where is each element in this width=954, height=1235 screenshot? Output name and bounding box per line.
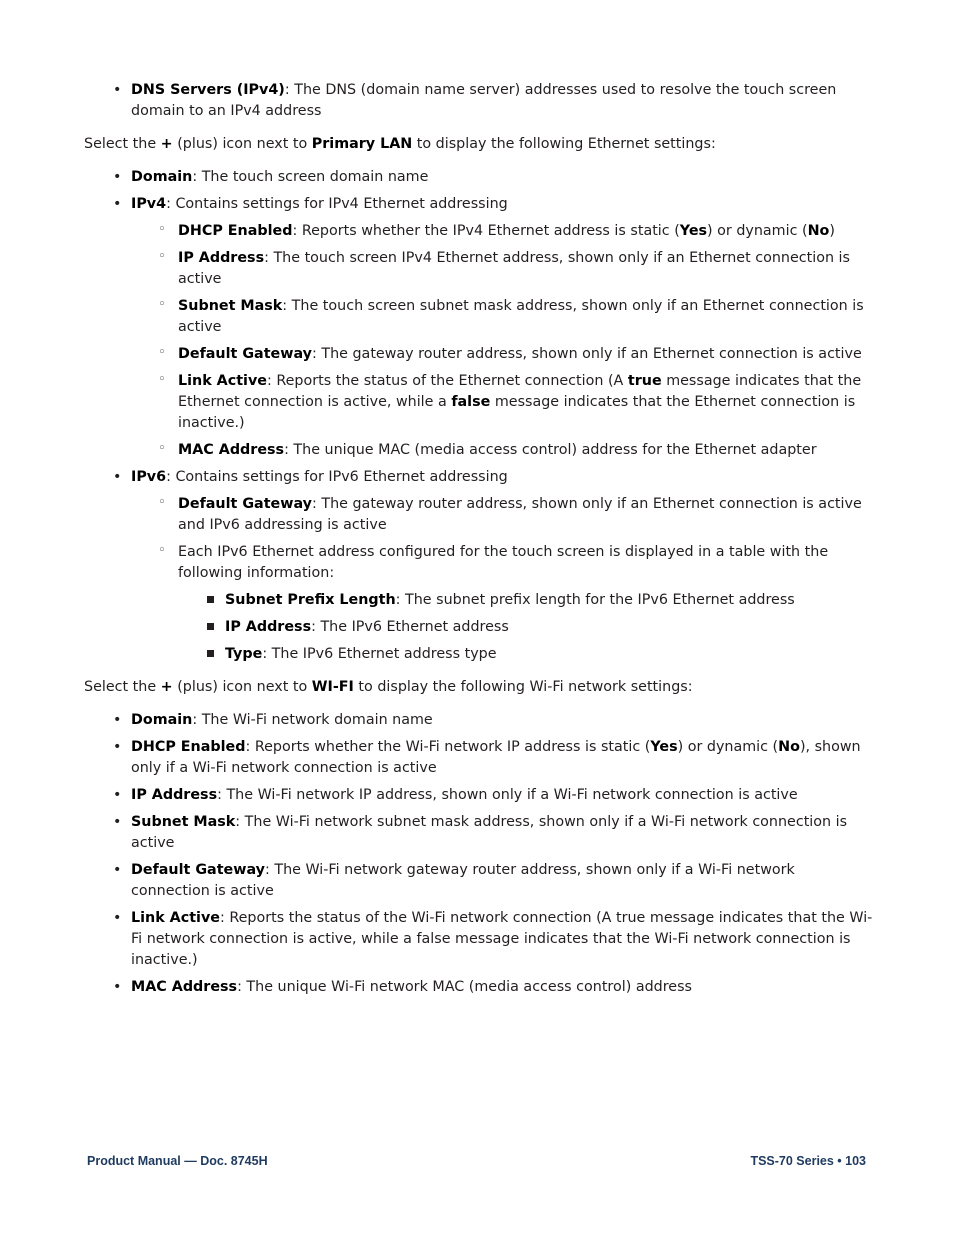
list-item: ◦ Default Gateway: The gateway router address, shown only if an Ethernet connection is active and IPv6 addressing is active	[131, 494, 874, 536]
list-item: • Domain: The Wi-Fi network domain name	[84, 710, 874, 731]
footer-doc-title: Product Manual — Doc. 8745H	[87, 1154, 268, 1168]
list-item: • IP Address: The Wi-Fi network IP address, shown only if a Wi-Fi network connection is active	[84, 785, 874, 806]
primary-lan-paragraph: Select the + (plus) icon next to Primary LAN to display the following Ethernet settings:	[84, 136, 716, 152]
list-item: • IPv4: Contains settings for IPv4 Ethernet addressing ◦ DHCP Enabled: Reports whether the IPv4 Ethernet address is static (Yes) or dynamic (No) ◦ IP Address: The touch screen IPv4 Ethernet address, shown only if an Ethernet connection is active ◦ Subnet Mask: The touch screen subnet mask address, shown only if an Ethernet connection is active ◦ Default Gateway: The gateway router address, shown only if an Ethernet connection is active ◦ Link Active: Reports the status of the Ethernet connection (A true message indicates that the Ethernet connection is active, while a false message indicates that the Ethernet connection is inactive.) ◦ MAC Address: The unique MAC (media access control) address for the Ethernet adapter	[84, 194, 874, 461]
wifi-settings-list	[84, 710, 874, 998]
list-item: • Default Gateway: The Wi-Fi network gateway router address, shown only if a Wi-Fi network connection is active	[84, 860, 874, 902]
list-item: ◦ IP Address: The touch screen IPv4 Ethernet address, shown only if an Ethernet connection is active	[131, 248, 874, 290]
list-item: • Domain: The touch screen domain name	[84, 167, 874, 188]
list-item: • MAC Address: The unique Wi-Fi network MAC (media access control) address	[84, 977, 874, 998]
list-item: • IPv6: Contains settings for IPv6 Ethernet addressing ◦ Default Gateway: The gateway router address, shown only if an Ethernet connection is active and IPv6 addressing is active ◦ Each IPv6 Ethernet address configured for the touch screen is displayed in a table with the following information: Subnet Prefix Length: The subnet prefix length for the IPv6 Ethernet address IP Address: The IPv6 Ethernet address Type: The IPv6 Ethernet address type	[84, 467, 874, 665]
ethernet-settings-list	[84, 167, 874, 665]
list-item: IP Address: The IPv6 Ethernet address	[178, 617, 874, 638]
list-item: Type: The IPv6 Ethernet address type	[178, 644, 874, 665]
list-item: ◦ MAC Address: The unique MAC (media access control) address for the Ethernet adapter	[131, 440, 874, 461]
wifi-paragraph: Select the + (plus) icon next to WI-FI to display the following Wi-Fi network settings:	[84, 679, 693, 695]
dns-list	[84, 80, 874, 122]
list-item: ◦ Subnet Mask: The touch screen subnet mask address, shown only if an Ethernet connection is active	[131, 296, 874, 338]
footer-page-number: TSS-70 Series • 103	[750, 1154, 866, 1168]
ipv6-sublist	[131, 494, 874, 665]
list-item: • Subnet Mask: The Wi-Fi network subnet mask address, shown only if a Wi-Fi network connection is active	[84, 812, 874, 854]
list-item: • DHCP Enabled: Reports whether the Wi-Fi network IP address is static (Yes) or dynamic (No), shown only if a Wi-Fi network connection is active	[84, 737, 874, 779]
list-item: • DNS Servers (IPv4): The DNS (domain name server) addresses used to resolve the touch screen domain to an IPv4 address	[84, 80, 874, 122]
ipv4-sublist	[131, 221, 874, 461]
document-body	[84, 80, 874, 1004]
list-item: ◦ DHCP Enabled: Reports whether the IPv4 Ethernet address is static (Yes) or dynamic (No)	[131, 221, 874, 242]
list-item: Subnet Prefix Length: The subnet prefix length for the IPv6 Ethernet address	[178, 590, 874, 611]
list-item: ◦ Default Gateway: The gateway router address, shown only if an Ethernet connection is active	[131, 344, 874, 365]
list-item: ◦ Each IPv6 Ethernet address configured for the touch screen is displayed in a table with the following information: Subnet Prefix Length: The subnet prefix length for the IPv6 Ethernet address IP Address: The IPv6 Ethernet address Type: The IPv6 Ethernet address type	[131, 542, 874, 665]
ipv6-table-fields	[178, 590, 874, 665]
list-item: ◦ Link Active: Reports the status of the Ethernet connection (A true message indicates that the Ethernet connection is active, while a false message indicates that the Ethernet connection is inactive.)	[131, 371, 874, 434]
list-item: • Link Active: Reports the status of the Wi-Fi network connection (A true message indicates that the Wi-Fi network connection is active, while a false message indicates that the Wi-Fi network connection is inactive.)	[84, 908, 874, 971]
